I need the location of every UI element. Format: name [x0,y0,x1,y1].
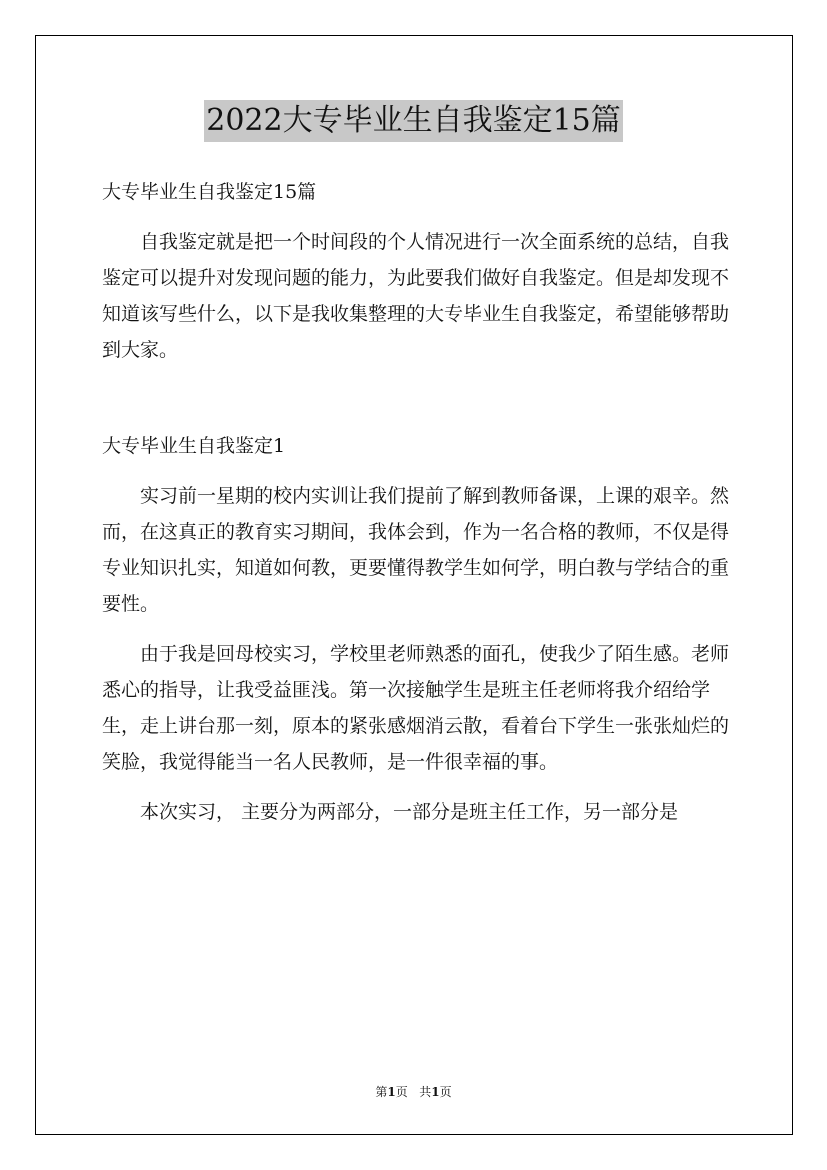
body-paragraph: 本次实习， 主要分为两部分，一部分是班主任工作，另一部分是 [140,801,679,823]
document-body [102,174,730,830]
page-total-label: 共1页 [419,1085,452,1099]
title-area [0,100,827,142]
document-title: 2022大专毕业生自我鉴定15篇 [204,100,623,142]
page-number-label: 第1页 [375,1085,408,1099]
spacer [102,464,730,478]
spacer [102,780,730,794]
body-paragraph: 实习前一星期的校内实训让我们提前了解到教师备课，上课的艰辛。然而，在这真正的教育实习期间，我体会到，作为一名合格的教师，不仅是得专业知识扎实，知道如何教，更要懂得教学生如何学，明白教与学结合的重要性。 [102,485,730,615]
section-heading: 大专毕业生自我鉴定1 [102,435,286,457]
spacer [102,622,730,636]
spacer [102,210,730,224]
body-paragraph: 由于我是回母校实习，学校里老师熟悉的面孔，使我少了陌生感。老师悉心的指导，让我受益匪浅。第一次接触学生是班主任老师将我介绍给学生，走上讲台那一刻，原本的紧张感烟消云散，看着台下学生一张张灿烂的笑脸，我觉得能当一名人民教师，是一件很幸福的事。 [102,643,730,773]
spacer [102,368,730,428]
subtitle-heading: 大专毕业生自我鉴定15篇 [102,181,317,203]
page-footer [0,1084,827,1100]
intro-paragraph: 自我鉴定就是把一个时间段的个人情况进行一次全面系统的总结，自我鉴定可以提升对发现问题的能力，为此要我们做好自我鉴定。但是却发现不知道该写些什么，以下是我收集整理的大专毕业生自我鉴定，希望能够帮助到大家。 [102,231,730,361]
